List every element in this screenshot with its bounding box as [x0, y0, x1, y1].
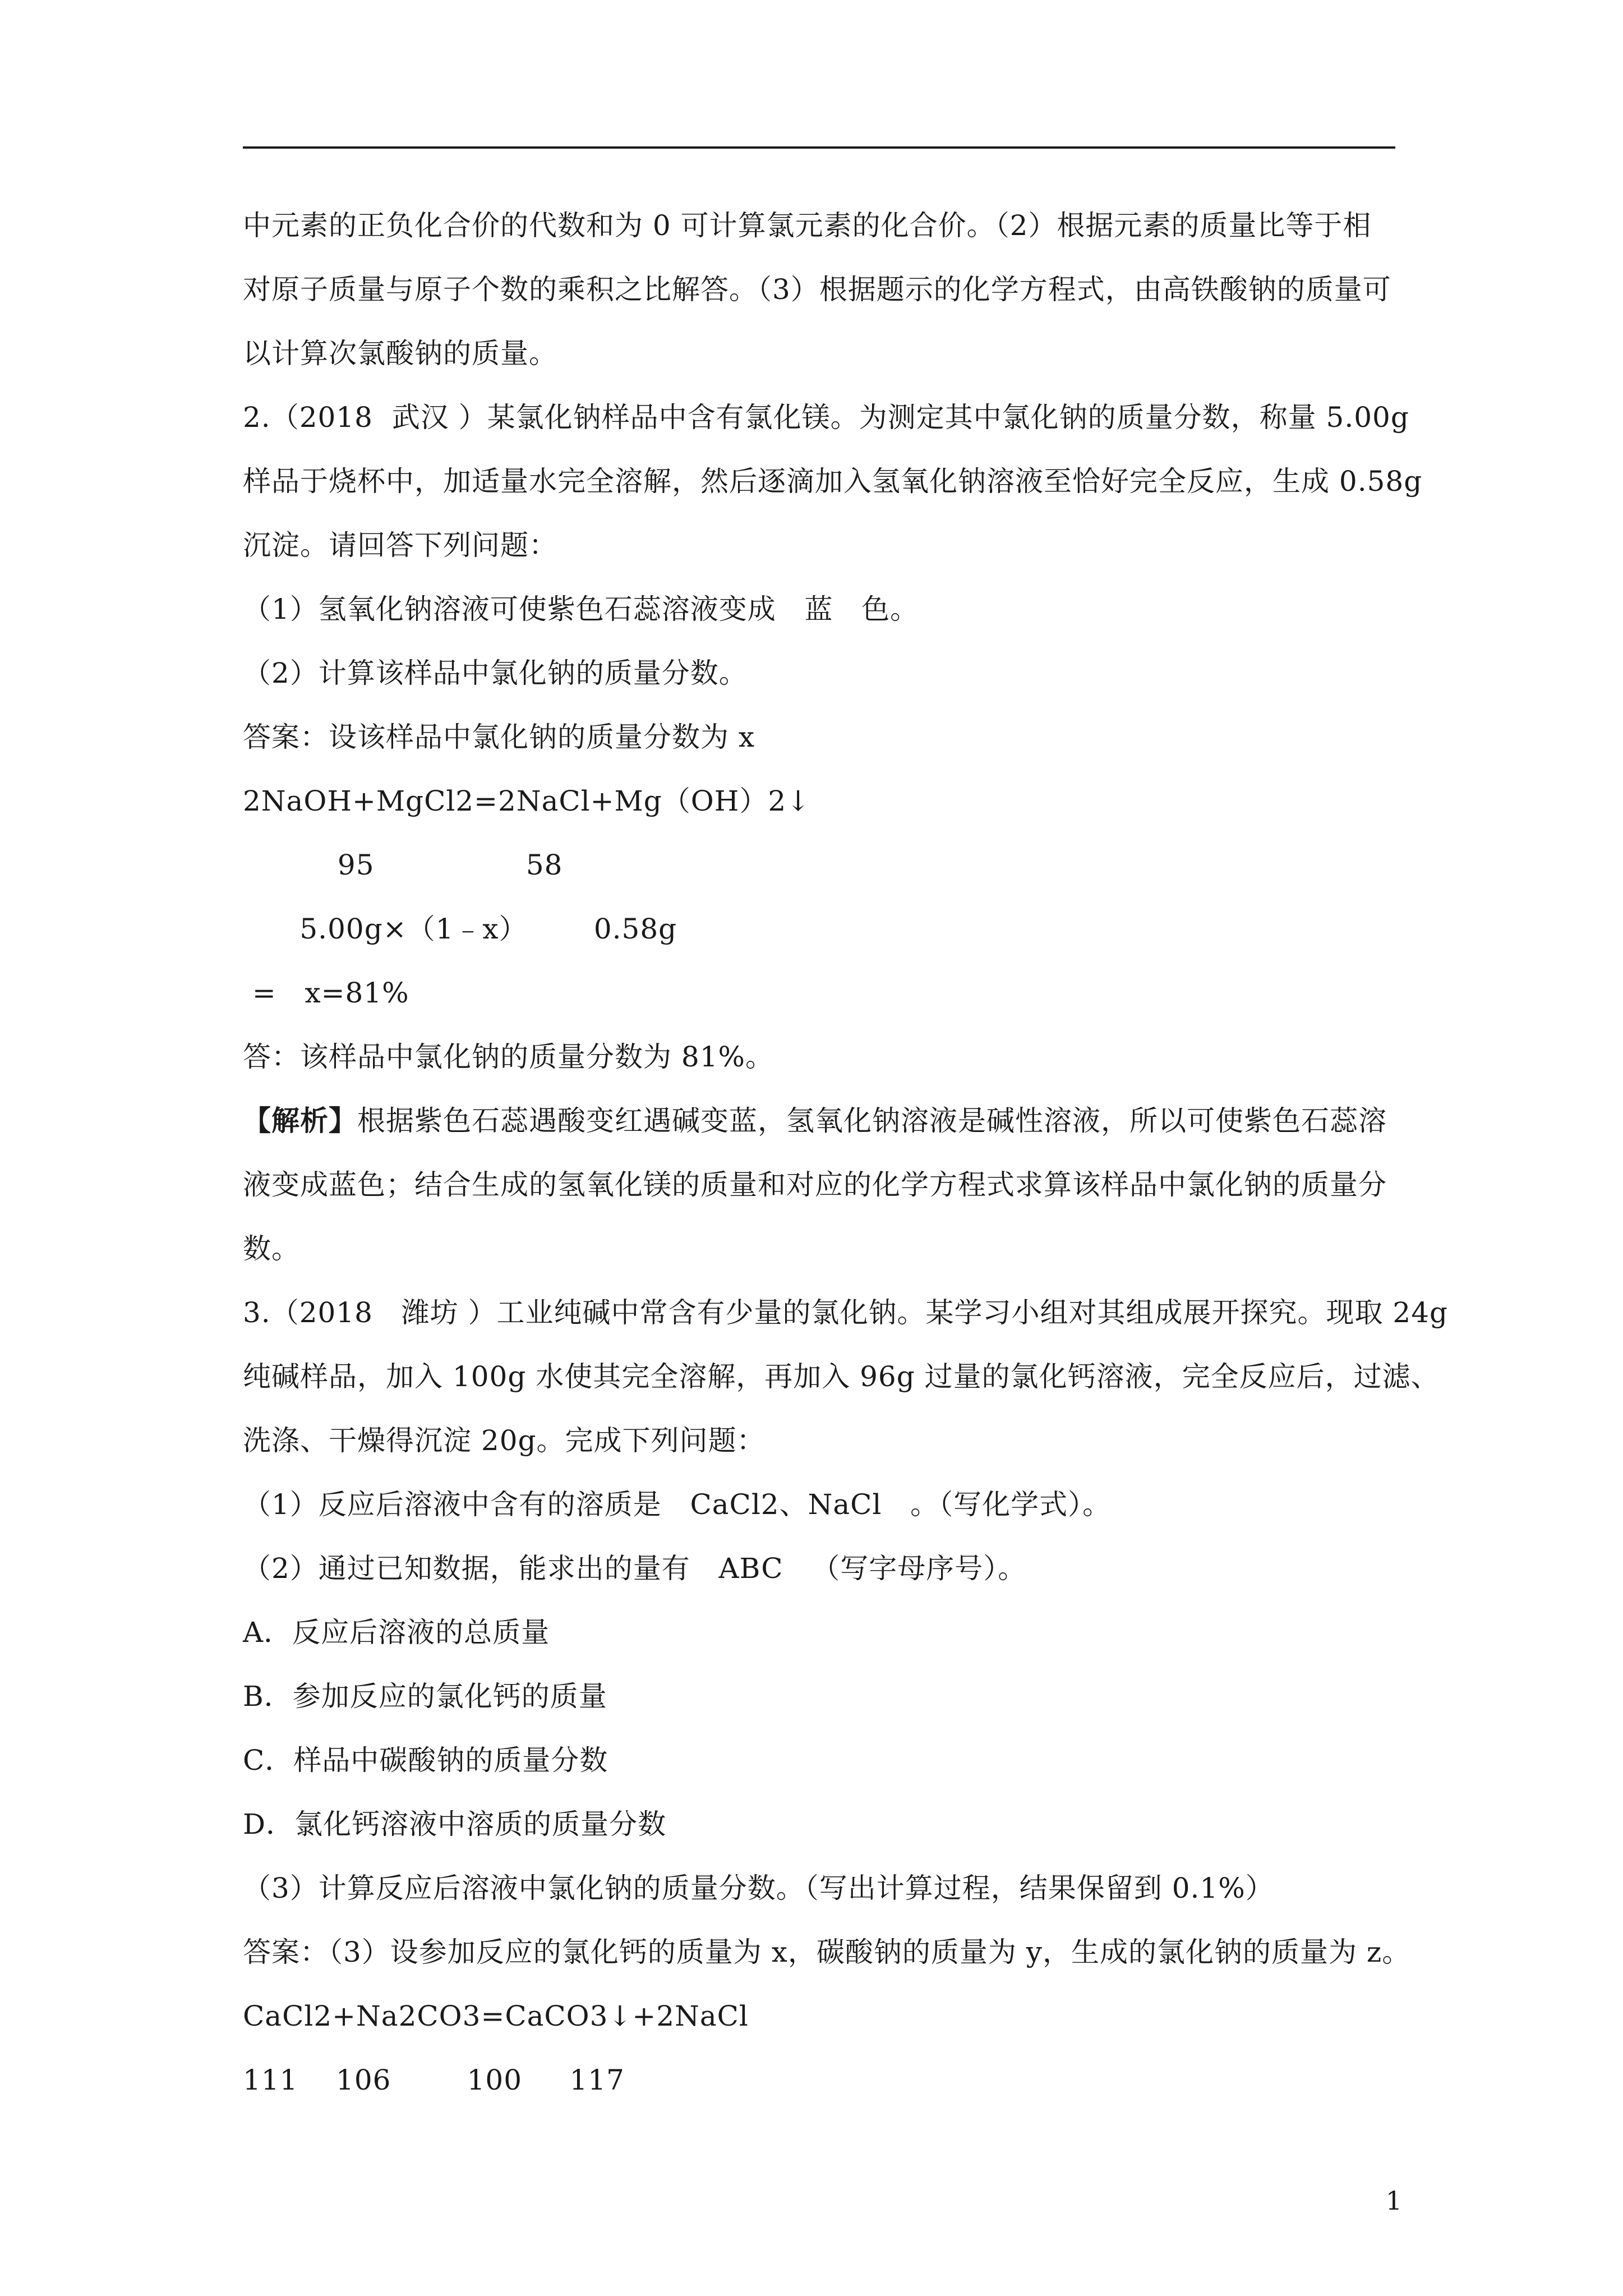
equation-3-ratios: 111 106 100 117	[243, 2064, 625, 2096]
header-rule	[243, 146, 1395, 149]
question-3-part-2: （2）通过已知数据，能求出的量有 ABC （写字母序号）。	[243, 1552, 1027, 1585]
text-line-2: 对原子质量与原子个数的乘积之比解答。（3）根据题示的化学方程式，由高铁酸钠的质量可	[243, 273, 1391, 306]
question-3-part-3: （3）计算反应后溶液中氯化钠的质量分数。（写出计算过程，结果保留到 0.1%）	[243, 1872, 1274, 1904]
equation-2-ratios: 95 58	[243, 849, 563, 881]
analysis-label: 【解析】	[243, 1104, 357, 1137]
text-line-1: 中元素的正负化合价的代数和为 0 可计算氯元素的化合价。（2）根据元素的质量比等于相	[243, 209, 1372, 242]
question-2-heading: 2.（2018 武汉 ）某氯化钠样品中含有氯化镁。为测定其中氯化钠的质量分数，称量 5.00g	[243, 401, 1409, 434]
text-line-20: 洗涤、干燥得沉淀 20g。完成下列问题：	[243, 1424, 766, 1457]
question-3-part-1: （1）反应后溶液中含有的溶质是 CaCl2、NaCl 。（写化学式）。	[243, 1488, 1112, 1521]
option-a: A．反应后溶液的总质量	[243, 1616, 550, 1649]
analysis-line-3: 数。	[243, 1232, 300, 1265]
text-line-5: 样品于烧杯中，加适量水完全溶解，然后逐滴加入氢氧化钠溶液至恰好完全反应，生成 0.58g	[243, 465, 1423, 498]
option-b: B．参加反应的氯化钙的质量	[243, 1680, 607, 1713]
answer-3-intro: 答案：（3）设参加反应的氯化钙的质量为 x，碳酸钠的质量为 y，生成的氯化钠的质量为 z。	[243, 1936, 1411, 1968]
document-body	[243, 194, 1449, 2112]
question-2-part-2: （2）计算该样品中氯化钠的质量分数。	[243, 657, 748, 689]
equation-2-result: = x=81%	[243, 977, 409, 1009]
analysis-line-2: 液变成蓝色；结合生成的氢氧化镁的质量和对应的化学方程式求算该样品中氯化钠的质量分	[243, 1168, 1387, 1201]
text-line-3: 以计算次氯酸钠的质量。	[243, 337, 557, 370]
equation-2-masses: 5.00g×（1﹣x） 0.58g	[243, 913, 677, 945]
page-number: 1	[1385, 2185, 1402, 2216]
text-line-6: 沉淀。请回答下列问题：	[243, 529, 557, 562]
question-3-heading: 3.（2018 潍坊 ）工业纯碱中常含有少量的氯化钠。某学习小组对其组成展开探究。现取 24g	[243, 1296, 1449, 1329]
equation-2: 2NaOH+MgCl2=2NaCl+Mg（OH）2↓	[243, 785, 811, 817]
analysis-text: 根据紫色石蕊遇酸变红遇碱变蓝，氢氧化钠溶液是碱性溶液，所以可使紫色石蕊溶	[357, 1105, 1387, 1137]
text-line-19: 纯碱样品，加入 100g 水使其完全溶解，再加入 96g 过量的氯化钙溶液，完全反应后，过滤、	[243, 1360, 1440, 1393]
question-2-part-1: （1）氢氧化钠溶液可使紫色石蕊溶液变成 蓝 色。	[243, 593, 919, 625]
option-c: C．样品中碳酸钠的质量分数	[243, 1744, 608, 1777]
answer-2-intro: 答案：设该样品中氯化钠的质量分数为 x	[243, 721, 755, 753]
answer-2-conclusion: 答：该样品中氯化钠的质量分数为 81%。	[243, 1041, 774, 1073]
analysis-line-1	[243, 1089, 1398, 1153]
equation-3: CaCl2+Na2CO3=CaCO3↓+2NaCl	[243, 2000, 749, 2032]
option-d: D．氯化钙溶液中溶质的质量分数	[243, 1808, 667, 1841]
